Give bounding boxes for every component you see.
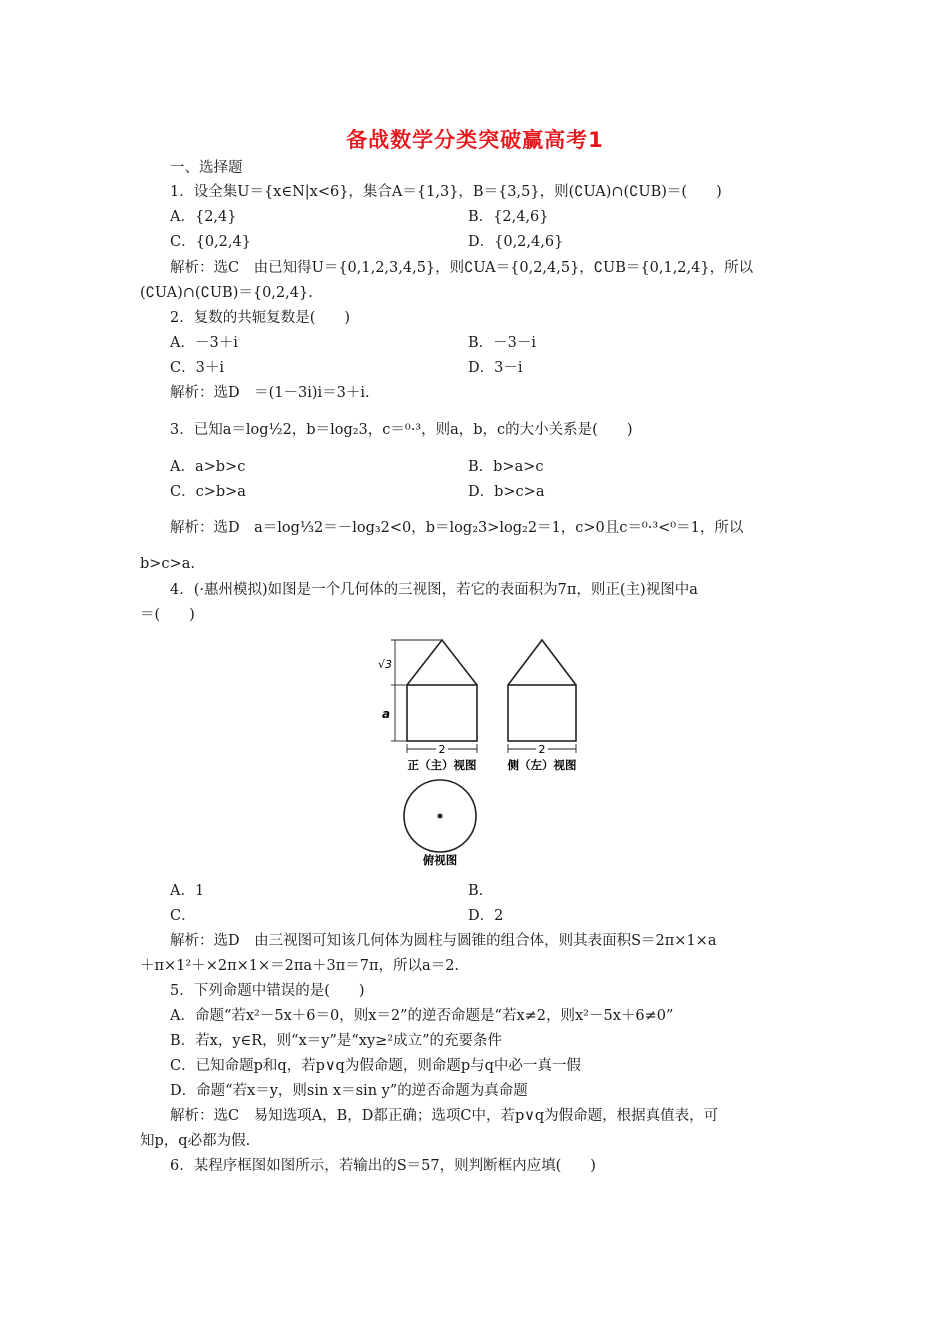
q2-option-a: A．－3＋i: [170, 335, 238, 351]
q4-solution-line1: 解析：选D 由三视图可知该几何体为圆柱与圆锥的组合体，则其表面积S＝2π×1×a: [170, 933, 717, 949]
front-view-caption: 正（主）视图: [407, 758, 477, 772]
q4-option-c: C．: [170, 908, 196, 924]
page-title: 备战数学分类突破赢高考1: [346, 128, 604, 152]
three-view-figure: [370, 632, 600, 870]
q4-solution-line2: ＋π×1²＋×2π×1×＝2πa＋3π＝7π，所以a＝2.: [140, 958, 460, 974]
top-view-center-dot: [438, 814, 443, 819]
front-view-cylinder: [407, 685, 477, 741]
q5-option-b: B．若x，y∈R，则“x＝y”是“xy≥²成立”的充要条件: [170, 1033, 503, 1049]
q2-option-d: D．3－i: [468, 360, 523, 376]
q3-stem: 3．已知a＝log½2，b＝log₂3，c＝⁰·³，则a，b，c的大小关系是( ): [170, 422, 633, 438]
q1-option-d: D．{0,2,4,6}: [468, 234, 564, 250]
q5-stem: 5．下列命题中错误的是( ): [170, 983, 365, 999]
q3-option-b: B．b>a>c: [468, 459, 544, 475]
q1-option-a: A．{2,4}: [170, 209, 237, 225]
q1-option-b: B．{2,4,6}: [468, 209, 549, 225]
q2-stem: 2．复数的共轭复数是( ): [170, 310, 351, 326]
q1-solution-line1: 解析：选C 由已知得U＝{0,1,2,3,4,5}，则∁UA＝{0,2,4,5}，∁UB＝{0,1,2,4}，所以: [170, 260, 754, 276]
q1-solution-line2: (∁UA)∩(∁UB)＝{0,2,4}.: [140, 285, 313, 301]
q2-option-c: C．3＋i: [170, 360, 224, 376]
q3-option-c: C．c>b>a: [170, 484, 246, 500]
q4-stem-line2: ＝( ): [140, 607, 195, 623]
q3-option-a: A．a>b>c: [170, 459, 246, 475]
q4-option-d: D．2: [468, 908, 504, 924]
q6-stem: 6．某程序框图如图所示，若输出的S＝57，则判断框内应填( ): [170, 1158, 596, 1174]
q4-option-b: B．: [468, 883, 494, 899]
dim-cone-label: √3: [377, 658, 393, 671]
q4-stem-line1: 4．(·惠州模拟)如图是一个几何体的三视图，若它的表面积为7π，则正(主)视图中a: [170, 582, 698, 598]
dim-front-width-label: 2: [438, 743, 446, 756]
q3-solution-line2: b>c>a.: [140, 556, 195, 572]
side-view-caption: 侧（左）视图: [507, 758, 577, 772]
dim-height-label: a: [381, 707, 391, 721]
dim-side-width-label: 2: [538, 743, 546, 756]
q4-option-a: A．1: [170, 883, 205, 899]
q5-solution-line1: 解析：选C 易知选项A，B，D都正确；选项C中，若p∨q为假命题，根据真值表，可: [170, 1108, 719, 1124]
q5-solution-line2: 知p，q必都为假.: [140, 1133, 251, 1149]
side-view-cone: [508, 640, 576, 685]
q5-option-c: C．已知命题p和q，若p∨q为假命题，则命题p与q中必一真一假: [170, 1058, 581, 1074]
section-heading: 一、选择题: [170, 160, 243, 176]
side-view-cylinder: [508, 685, 576, 741]
front-view-cone: [407, 640, 477, 685]
q5-option-d: D．命题“若x＝y，则sin x＝sin y”的逆否命题为真命题: [170, 1083, 528, 1099]
q2-option-b: B．－3－i: [468, 335, 537, 351]
q1-option-c: C．{0,2,4}: [170, 234, 251, 250]
q1-stem: 1．设全集U＝{x∈N|x<6}，集合A＝{1,3}，B＝{3,5}，则(∁UA)∩(∁UB)＝( ): [170, 184, 722, 200]
q5-option-a: A．命题“若x²－5x＋6＝0，则x＝2”的逆否命题是“若x≠2，则x²－5x＋6≠0”: [170, 1008, 674, 1024]
top-view-caption: 俯视图: [422, 853, 458, 867]
q3-solution-line1: 解析：选D a＝log⅓2＝－log₃2<0，b＝log₂3>log₂2＝1，c>0且c＝⁰·³<⁰＝1，所以: [170, 520, 744, 536]
q3-option-d: D．b>c>a: [468, 484, 545, 500]
q2-solution: 解析：选D ＝(1－3i)i＝3＋i.: [170, 385, 370, 401]
